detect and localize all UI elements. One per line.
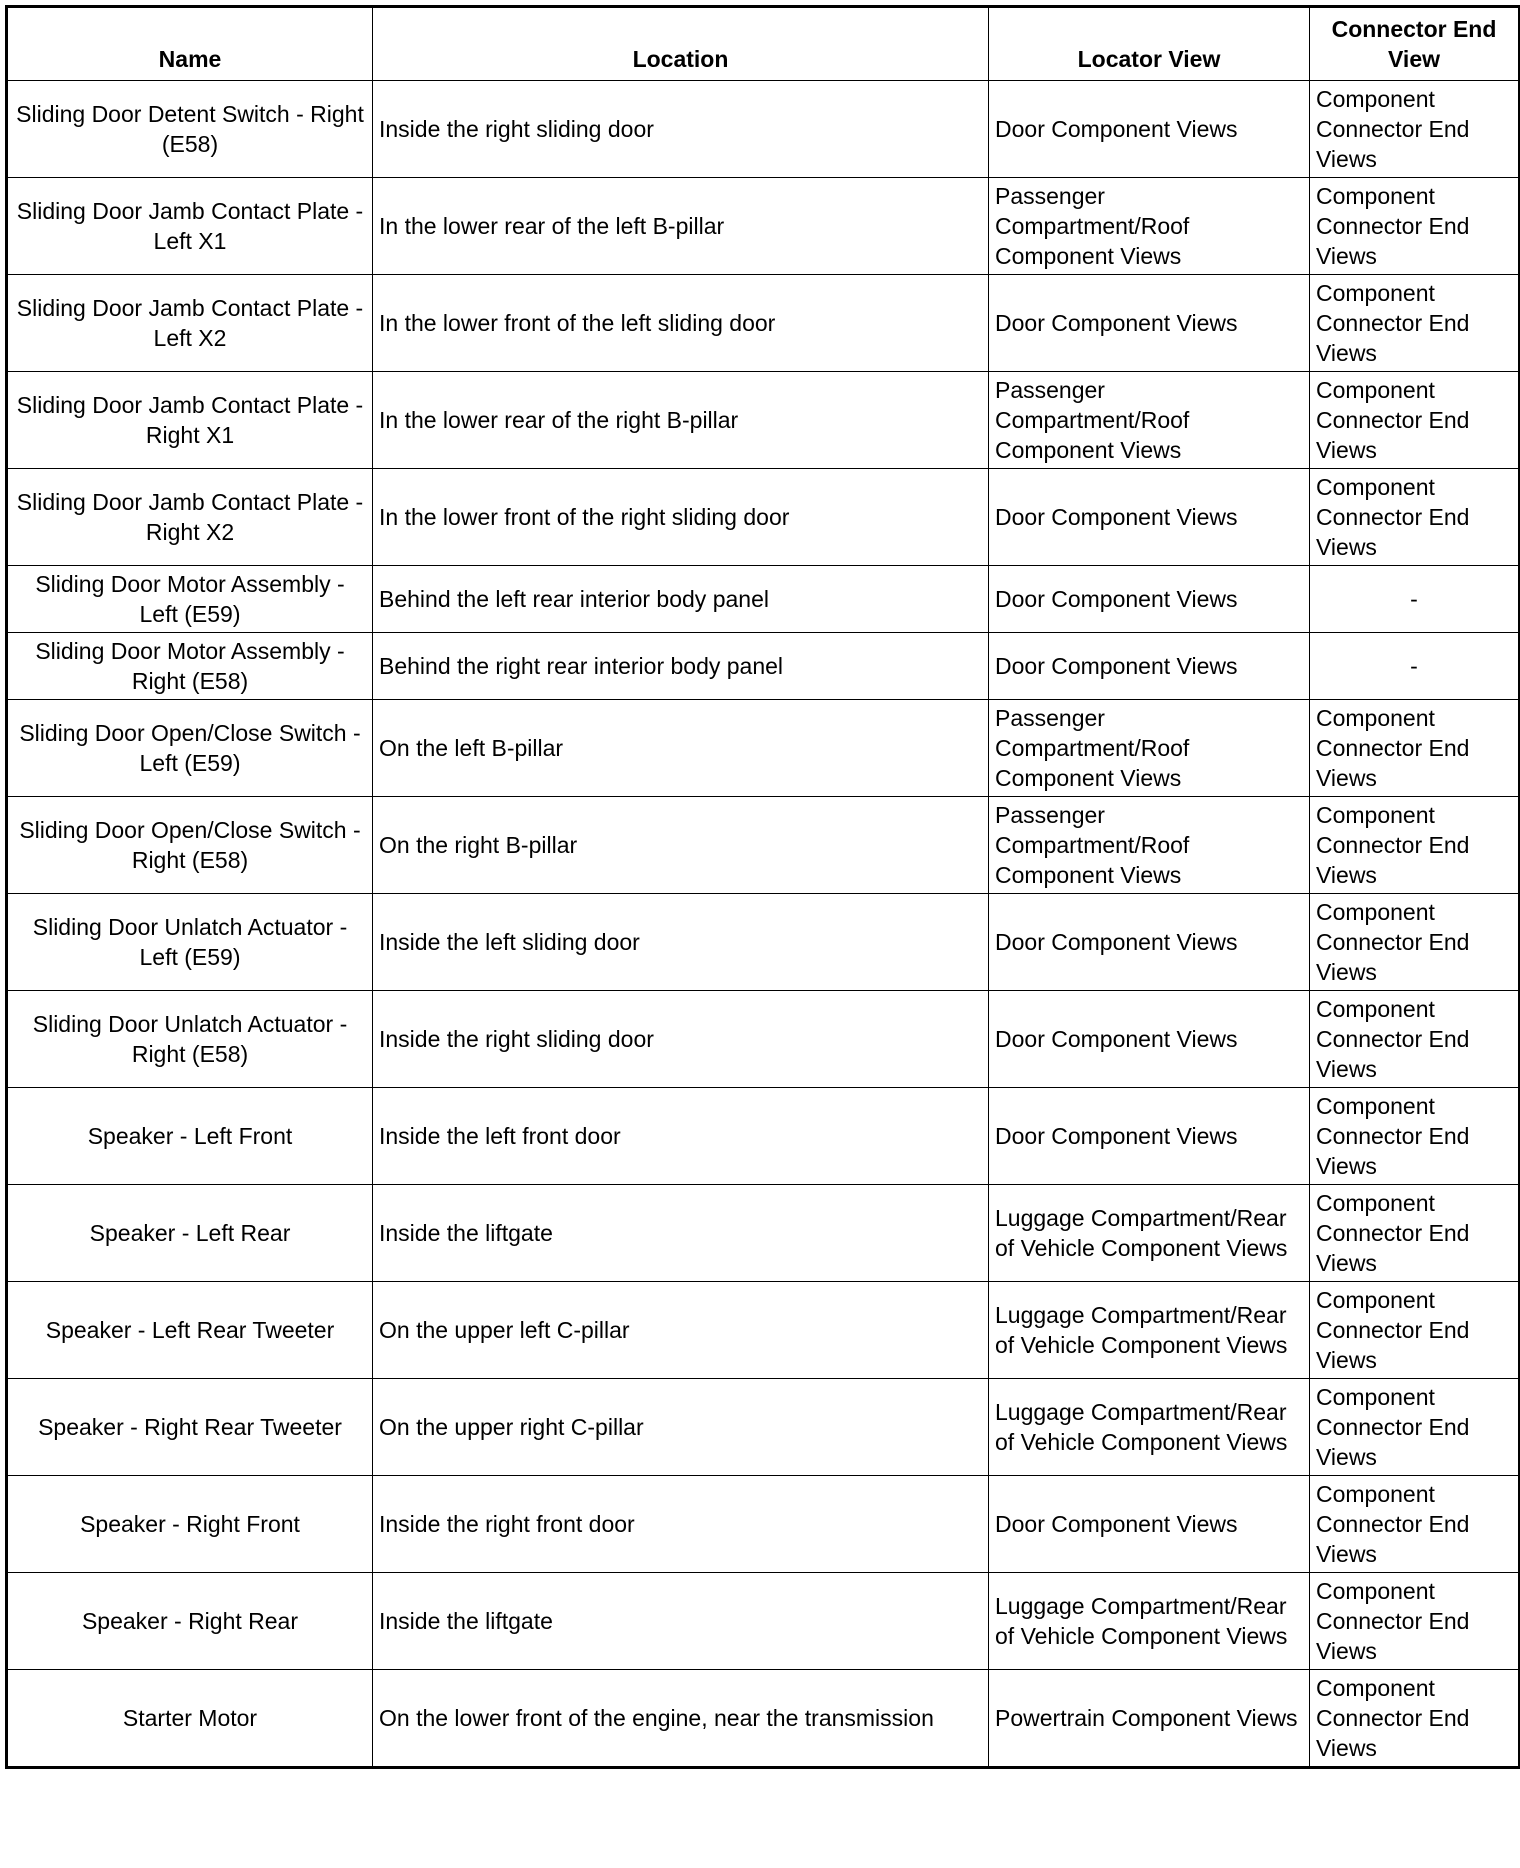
cell-location: On the left B-pillar	[373, 700, 989, 797]
table-row	[7, 700, 1520, 797]
cell-connector-end-view: Component Connector End Views	[1310, 1379, 1520, 1476]
table-row	[7, 1282, 1520, 1379]
cell-name: Sliding Door Jamb Contact Plate - Left X1	[7, 178, 373, 275]
table-row	[7, 178, 1520, 275]
cell-name: Speaker - Right Rear Tweeter	[7, 1379, 373, 1476]
component-locator-table	[5, 5, 1520, 1769]
cell-location: In the lower rear of the right B-pillar	[373, 372, 989, 469]
cell-connector-end-view: -	[1310, 633, 1520, 700]
cell-connector-end-view: Component Connector End Views	[1310, 275, 1520, 372]
cell-name: Sliding Door Motor Assembly - Right (E58)	[7, 633, 373, 700]
cell-locator-view: Door Component Views	[989, 633, 1310, 700]
cell-locator-view: Luggage Compartment/Rear of Vehicle Component Views	[989, 1185, 1310, 1282]
table-row	[7, 1476, 1520, 1573]
cell-location: Inside the right sliding door	[373, 81, 989, 178]
cell-location: Inside the left sliding door	[373, 894, 989, 991]
header-locator-view: Locator View	[989, 7, 1310, 81]
cell-connector-end-view: Component Connector End Views	[1310, 1185, 1520, 1282]
cell-connector-end-view: Component Connector End Views	[1310, 469, 1520, 566]
cell-name: Sliding Door Open/Close Switch - Right (E58)	[7, 797, 373, 894]
cell-location: On the right B-pillar	[373, 797, 989, 894]
cell-locator-view: Passenger Compartment/Roof Component Views	[989, 797, 1310, 894]
table-row	[7, 566, 1520, 633]
cell-connector-end-view: -	[1310, 566, 1520, 633]
cell-name: Sliding Door Unlatch Actuator - Left (E59)	[7, 894, 373, 991]
cell-connector-end-view: Component Connector End Views	[1310, 1573, 1520, 1670]
cell-locator-view: Luggage Compartment/Rear of Vehicle Component Views	[989, 1573, 1310, 1670]
cell-name: Speaker - Left Rear	[7, 1185, 373, 1282]
cell-location: In the lower rear of the left B-pillar	[373, 178, 989, 275]
cell-connector-end-view: Component Connector End Views	[1310, 797, 1520, 894]
cell-locator-view: Door Component Views	[989, 566, 1310, 633]
cell-location: Behind the right rear interior body panel	[373, 633, 989, 700]
cell-name: Sliding Door Jamb Contact Plate - Left X2	[7, 275, 373, 372]
cell-locator-view: Door Component Views	[989, 894, 1310, 991]
table-row	[7, 633, 1520, 700]
table-row	[7, 991, 1520, 1088]
table-row	[7, 372, 1520, 469]
cell-locator-view: Powertrain Component Views	[989, 1670, 1310, 1768]
table-header-row	[7, 7, 1520, 81]
cell-name: Sliding Door Unlatch Actuator - Right (E58)	[7, 991, 373, 1088]
cell-name: Sliding Door Motor Assembly - Left (E59)	[7, 566, 373, 633]
cell-location: Inside the left front door	[373, 1088, 989, 1185]
cell-locator-view: Door Component Views	[989, 1088, 1310, 1185]
cell-locator-view: Door Component Views	[989, 1476, 1310, 1573]
cell-location: Behind the left rear interior body panel	[373, 566, 989, 633]
cell-location: Inside the right front door	[373, 1476, 989, 1573]
cell-location: Inside the liftgate	[373, 1573, 989, 1670]
cell-connector-end-view: Component Connector End Views	[1310, 81, 1520, 178]
cell-location: In the lower front of the left sliding door	[373, 275, 989, 372]
table-row	[7, 81, 1520, 178]
cell-connector-end-view: Component Connector End Views	[1310, 991, 1520, 1088]
cell-connector-end-view: Component Connector End Views	[1310, 1670, 1520, 1768]
cell-connector-end-view: Component Connector End Views	[1310, 178, 1520, 275]
table-row	[7, 1573, 1520, 1670]
table-row	[7, 1185, 1520, 1282]
table-row	[7, 894, 1520, 991]
cell-locator-view: Door Component Views	[989, 469, 1310, 566]
cell-locator-view: Door Component Views	[989, 275, 1310, 372]
cell-connector-end-view: Component Connector End Views	[1310, 372, 1520, 469]
cell-name: Speaker - Right Rear	[7, 1573, 373, 1670]
cell-connector-end-view: Component Connector End Views	[1310, 700, 1520, 797]
cell-location: On the upper left C-pillar	[373, 1282, 989, 1379]
cell-locator-view: Passenger Compartment/Roof Component Views	[989, 372, 1310, 469]
header-location: Location	[373, 7, 989, 81]
cell-location: Inside the right sliding door	[373, 991, 989, 1088]
cell-name: Starter Motor	[7, 1670, 373, 1768]
header-name: Name	[7, 7, 373, 81]
table-row	[7, 797, 1520, 894]
cell-locator-view: Door Component Views	[989, 81, 1310, 178]
cell-location: Inside the liftgate	[373, 1185, 989, 1282]
table-row	[7, 1379, 1520, 1476]
cell-name: Sliding Door Jamb Contact Plate - Right X1	[7, 372, 373, 469]
cell-location: On the lower front of the engine, near the transmission	[373, 1670, 989, 1768]
cell-locator-view: Passenger Compartment/Roof Component Views	[989, 700, 1310, 797]
cell-location: In the lower front of the right sliding door	[373, 469, 989, 566]
cell-name: Sliding Door Detent Switch - Right (E58)	[7, 81, 373, 178]
cell-connector-end-view: Component Connector End Views	[1310, 1476, 1520, 1573]
cell-locator-view: Luggage Compartment/Rear of Vehicle Component Views	[989, 1379, 1310, 1476]
cell-name: Sliding Door Jamb Contact Plate - Right X2	[7, 469, 373, 566]
cell-location: On the upper right C-pillar	[373, 1379, 989, 1476]
component-locator-table-container	[5, 5, 1520, 1769]
header-connector-end-view: Connector End View	[1310, 7, 1520, 81]
cell-name: Speaker - Left Front	[7, 1088, 373, 1185]
cell-name: Sliding Door Open/Close Switch - Left (E59)	[7, 700, 373, 797]
table-row	[7, 1670, 1520, 1768]
table-row	[7, 275, 1520, 372]
cell-name: Speaker - Left Rear Tweeter	[7, 1282, 373, 1379]
cell-locator-view: Luggage Compartment/Rear of Vehicle Component Views	[989, 1282, 1310, 1379]
cell-name: Speaker - Right Front	[7, 1476, 373, 1573]
table-row	[7, 469, 1520, 566]
cell-locator-view: Door Component Views	[989, 991, 1310, 1088]
cell-connector-end-view: Component Connector End Views	[1310, 1088, 1520, 1185]
cell-connector-end-view: Component Connector End Views	[1310, 894, 1520, 991]
table-row	[7, 1088, 1520, 1185]
cell-locator-view: Passenger Compartment/Roof Component Views	[989, 178, 1310, 275]
cell-connector-end-view: Component Connector End Views	[1310, 1282, 1520, 1379]
